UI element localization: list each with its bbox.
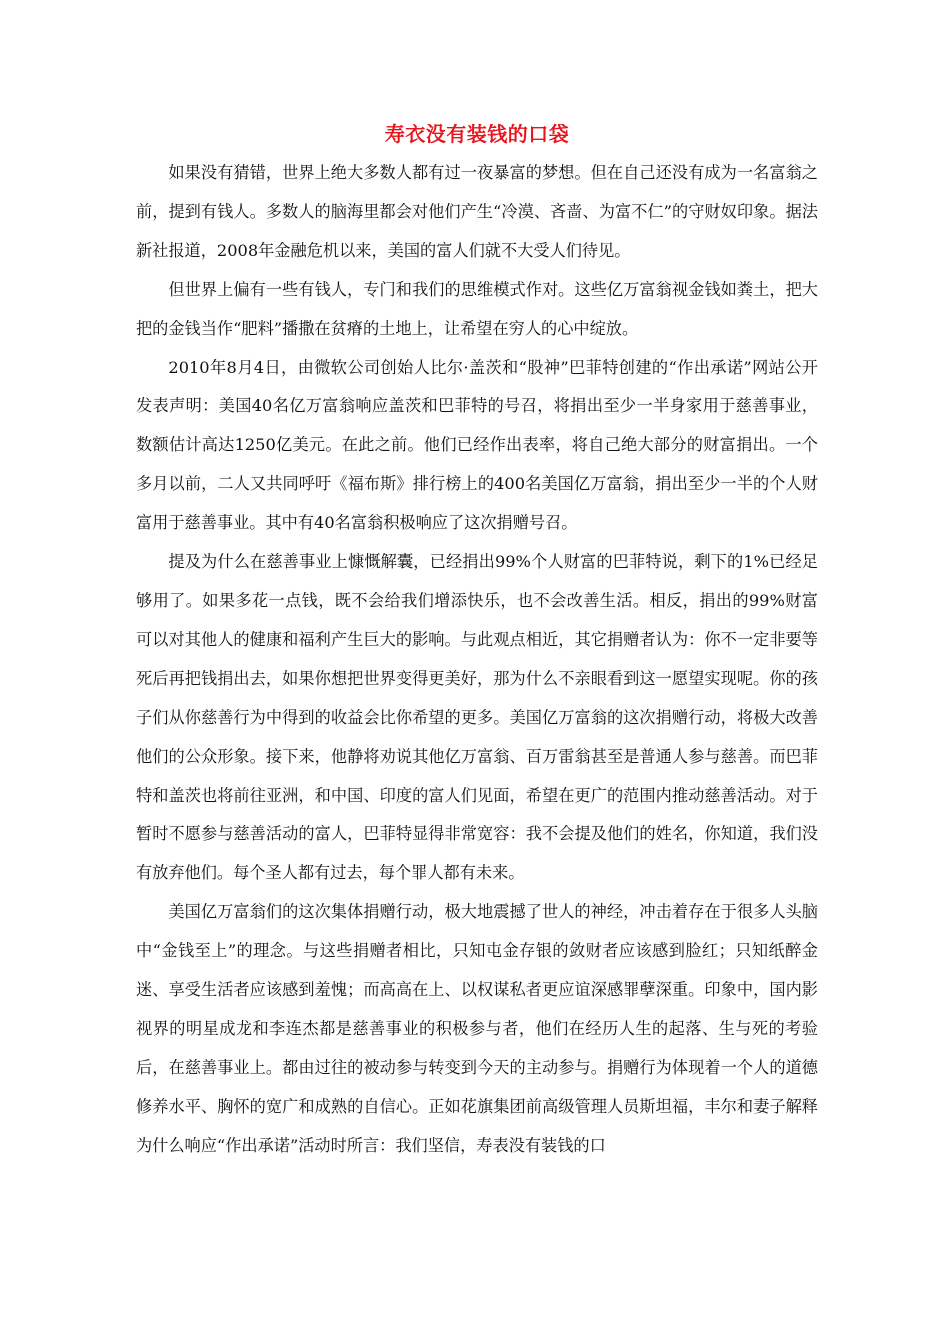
paragraph-5: 美国亿万富翁们的这次集体捐赠行动，极大地震撼了世人的神经，冲击着存在于很多人头脑中“金钱至上”的理念。与这些捐赠者相比，只知屯金存银的敛财者应该感到脸红；只知纸醉金迷、享受生活者应该感到羞愧；而高高在上、以权谋私者更应谊深感罪孽深重。印象中，国内影视界的明星成龙和李连杰都是慈善事业的积极参与者，他们在经历人生的起落、生与死的考验后，在慈善事业上。都由过往的被动参与转变到今天的主动参与。捐赠行为体现着一个人的道德修养水平、胸怀的宽广和成熟的自信心。正如花旗集团前高级管理人员斯坦福，丰尔和妻子解释为什么响应“作出承诺”活动时所言：我们坚信，寿表没有装钱的口 (136, 902, 818, 1155)
document-title: 寿衣没有装钱的口袋 (384, 122, 570, 146)
paragraph-2: 但世界上偏有一些有钱人，专门和我们的思维模式作对。这些亿万富翁视金钱如粪土，把大把的金钱当作“肥料”播撒在贫瘠的土地上，让希望在穷人的心中绽放。 (136, 279, 818, 338)
paragraph-4: 提及为什么在慈善事业上慷慨解囊，已经捐出99%个人财富的巴菲特说，剩下的1%已经足够用了。如果多花一点钱，既不会给我们增添快乐，也不会改善生活。相反，捐出的99%财富可以对其他人的健康和福利产生巨大的影响。与此观点相近，其它捐赠者认为：你不一定非要等死后再把钱捐出去，如果你想把世界变得更美好，那为什么不亲眼看到这一愿望实现呢。你的孩子们从你慈善行为中得到的收益会比你希望的更多。美国亿万富翁的这次捐赠行动，将极大改善他们的公众形象。接下来，他静将劝说其他亿万富翁、百万雷翁甚至是普通人参与慈善。而巴菲特和盖茨也将前往亚洲，和中国、印度的富人们见面，希望在更广的范围内推动慈善活动。对于暂时不愿参与慈善活动的富人，巴菲特显得非常宽容：我不会提及他们的姓名，你知道，我们没有放弃他们。每个圣人都有过去，每个罪人都有未来。 (136, 552, 818, 883)
paragraph-1: 如果没有猜错，世界上绝大多数人都有过一夜暴富的梦想。但在自己还没有成为一名富翁之前，提到有钱人。多数人的脑海里都会对他们产生“冷漠、吝啬、为富不仁”的守财奴印象。据法新社报道，2008年金融危机以来，美国的富人们就不大受人们待见。 (136, 163, 818, 260)
paragraph-3: 2010年8月4日，由微软公司创始人比尔·盖茨和“股神”巴菲特创建的“作出承诺”网站公开发表声明：美国40名亿万富翁响应盖茨和巴菲特的号召，将捐出至少一半身家用于慈善事业，数额估计高达1250亿美元。在此之前。他们已经作出表率，将自己绝大部分的财富捐出。一个多月以前，二人又共同呼吁《福布斯》排行榜上的400名美国亿万富翁，捐出至少一半的个人财富用于慈善事业。其中有40名富翁积极响应了这次捐赠号召。 (136, 357, 818, 533)
